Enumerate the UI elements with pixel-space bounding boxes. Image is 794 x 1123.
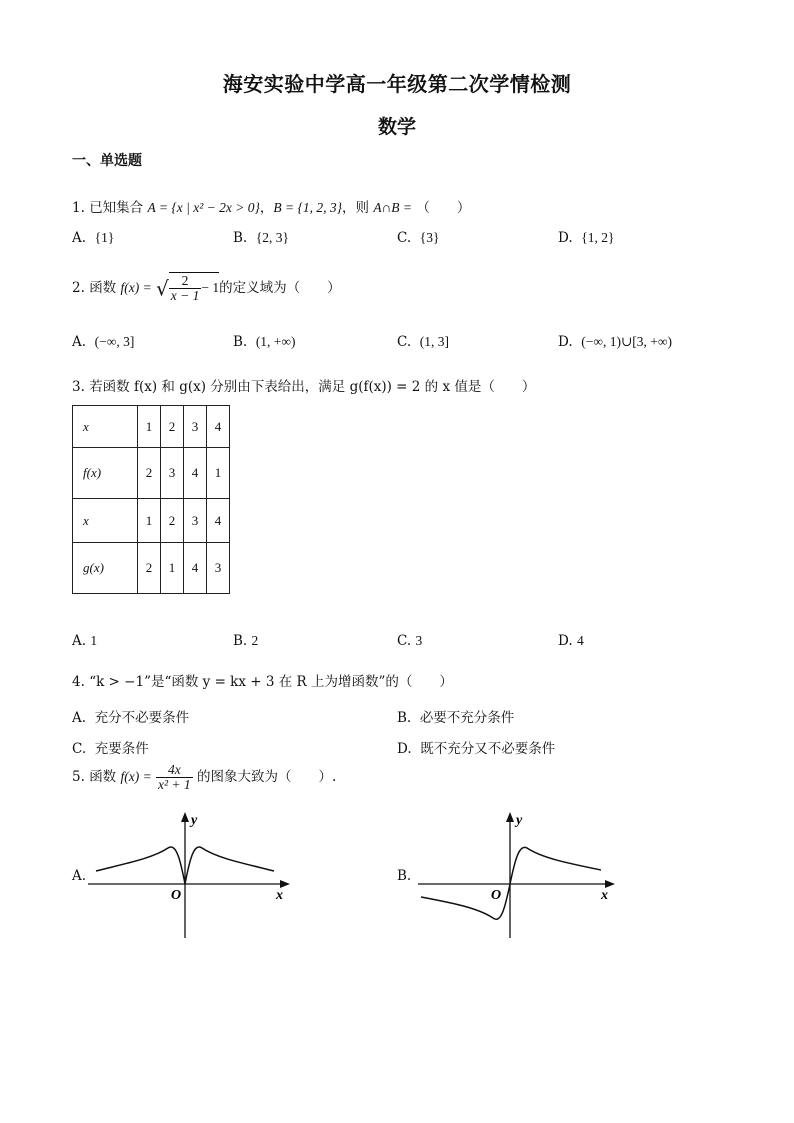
question-text: 已知集合: [89, 200, 144, 216]
question-text: 函数: [89, 769, 117, 786]
sqrt-sign: √: [156, 276, 169, 301]
table-cell: 4: [207, 499, 230, 543]
row-header: x: [73, 499, 138, 543]
curve-b: [421, 847, 601, 919]
fraction: $\frac{4x}{\text{x² + 1}}$: [158, 762, 191, 793]
table-cell: 3: [184, 406, 207, 448]
q5-option-b-label: B.: [397, 868, 412, 884]
separator: ，: [259, 200, 274, 216]
y-axis-label: y: [191, 813, 198, 828]
table-cell: 2: [138, 543, 161, 594]
table-cell: 1: [161, 543, 184, 594]
q3-option-b: B. 2: [233, 633, 259, 649]
x-axis-label: x: [601, 888, 608, 903]
function-expression: f(x) =: [120, 769, 152, 785]
question-5: [72, 763, 336, 792]
q4-option-b: B. 必要不充分条件: [397, 710, 515, 726]
question-number: 1.: [72, 200, 85, 216]
table-cell: 4: [207, 406, 230, 448]
x-axis-label: x: [276, 888, 283, 903]
table-cell: 2: [161, 406, 184, 448]
q2-option-d: D. (−∞, 1)∪[3, +∞): [558, 334, 673, 350]
q4-option-d: D. 既不充分又不必要条件: [397, 741, 556, 757]
table-row: [73, 448, 230, 499]
question-number: 4.: [72, 674, 85, 690]
answer-paren: （ ）: [416, 200, 471, 216]
table-cell: 3: [161, 448, 184, 499]
q4-option-c: C. 充要条件: [72, 741, 149, 757]
question-number: 2.: [72, 280, 85, 297]
question-number: 5.: [72, 769, 85, 786]
value-table: [72, 405, 230, 594]
question-4: [72, 670, 453, 690]
table-row: [73, 543, 230, 594]
subject-title: 数学: [377, 116, 416, 138]
y-axis-arrow-icon: [506, 812, 514, 822]
y-axis-arrow-icon: [181, 812, 189, 822]
question-text: 函数: [89, 280, 117, 297]
table-row: [73, 499, 230, 543]
question-text: ，则: [342, 200, 370, 216]
question-1: [72, 196, 470, 216]
y-axis-label: y: [516, 813, 523, 828]
q1-option-b: B. {2, 3}: [233, 230, 290, 246]
table-cell: 1: [138, 499, 161, 543]
question-text: 若函数 f(x) 和 g(x) 分别由下表给出，满足 g(f(x)) = 2 的 x 值是（ ）: [89, 379, 536, 395]
graph-option-b: [413, 808, 623, 943]
origin-label: O: [171, 888, 182, 903]
row-header: x: [73, 406, 138, 448]
q3-option-a: A. 1: [72, 633, 98, 649]
q1-option-a: A. {1}: [72, 230, 115, 246]
x-axis-arrow-icon: [605, 880, 615, 888]
page-title: 海安实验中学高一年级第二次学情检测: [222, 72, 572, 96]
table-cell: 3: [207, 543, 230, 594]
table-row: [73, 406, 230, 448]
q5-option-a-label: A.: [72, 868, 87, 884]
table-cell: 1: [138, 406, 161, 448]
table-cell: 4: [184, 543, 207, 594]
q1-option-d: D. {1, 2}: [558, 230, 615, 246]
table-cell: 3: [184, 499, 207, 543]
q2-option-c: C. (1, 3]: [397, 334, 449, 350]
question-text: “k > −1”是“函数 y = kx + 3 在 R 上为增函数”的（ ）: [89, 674, 453, 690]
q2-option-b: B. (1, +∞): [233, 334, 296, 350]
x-axis-arrow-icon: [280, 880, 290, 888]
q2-option-a: A. (−∞, 3]: [72, 334, 135, 350]
section-heading: 一、单选题: [72, 153, 142, 169]
question-2: [72, 272, 341, 303]
intersection-expression: A∩B =: [373, 200, 413, 215]
fraction: $\frac{2}{x - 1}$: [170, 273, 200, 304]
q3-option-c: C. 3: [397, 633, 423, 649]
set-a-expression: A = {x | x² − 2x > 0}: [147, 200, 260, 215]
function-expression: f(x) =: [120, 280, 152, 296]
question-text: 的定义域为（ ）: [219, 280, 341, 297]
q3-option-d: D. 4: [558, 633, 584, 649]
q4-option-a: A. 充分不必要条件: [72, 710, 190, 726]
question-3: [72, 375, 535, 395]
sqrt-body: $\frac{2}{x - 1}$ − 1: [170, 273, 220, 304]
table-cell: 2: [161, 499, 184, 543]
row-header: g(x): [73, 543, 138, 594]
question-number: 3.: [72, 379, 85, 395]
question-text: 的图象大致为（ ）.: [196, 769, 337, 786]
table-cell: 4: [184, 448, 207, 499]
row-header: f(x): [73, 448, 138, 499]
set-b-expression: B = {1, 2, 3}: [273, 200, 343, 215]
table-cell: 2: [138, 448, 161, 499]
table-cell: 1: [207, 448, 230, 499]
origin-label: O: [491, 888, 502, 903]
graph-option-a: [88, 808, 298, 943]
q1-option-c: C. {3}: [397, 230, 440, 246]
